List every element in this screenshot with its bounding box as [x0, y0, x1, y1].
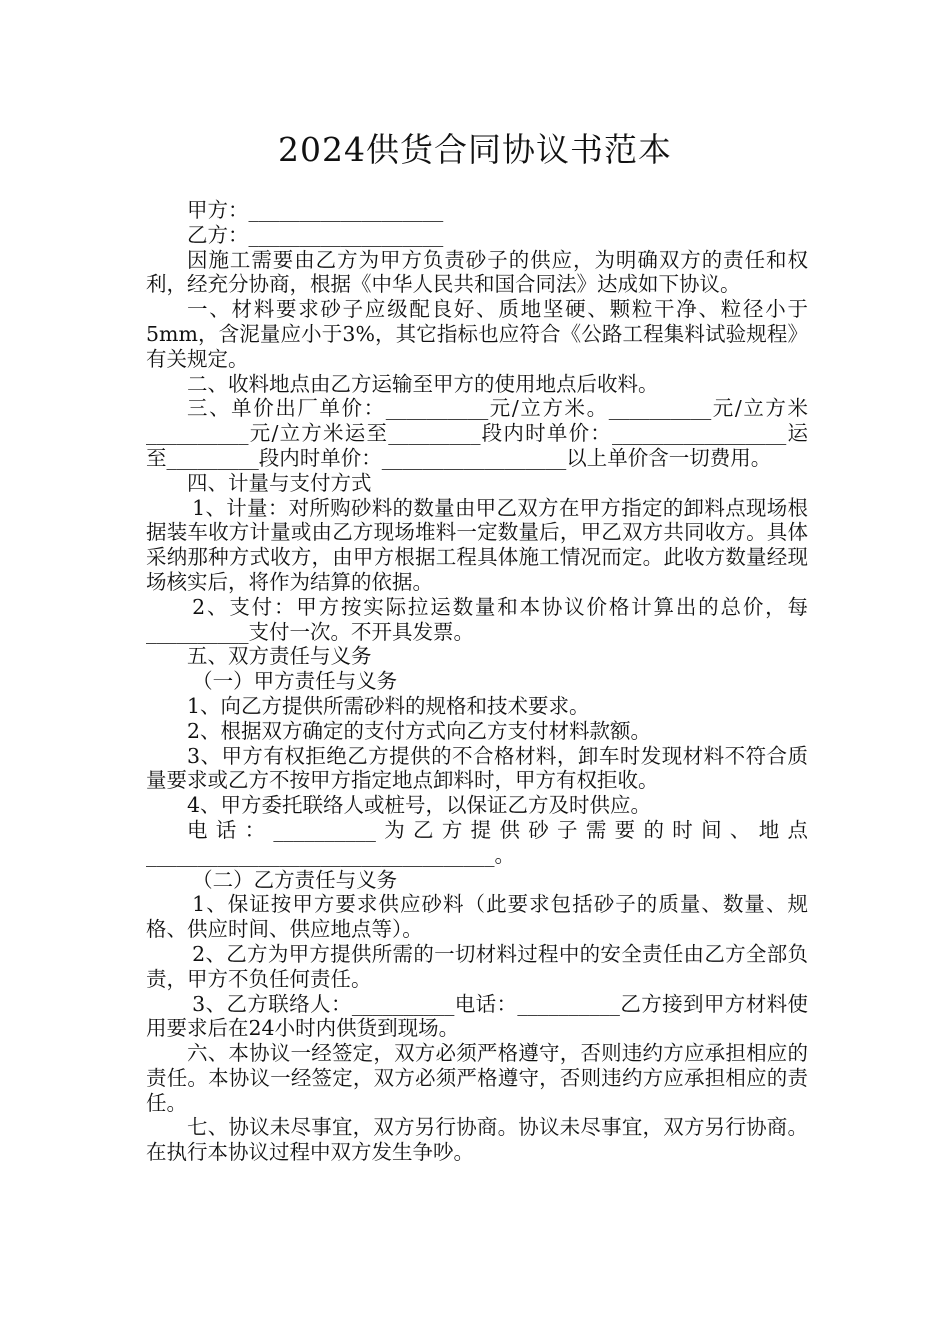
- clause-2-delivery: 二、收料地点由乙方运输至甲方的使用地点后收料。: [187, 371, 659, 396]
- party-b-line: 乙方：___________________: [187, 222, 444, 247]
- clause-4-payment: 2、支付：甲方按实际拉运数量和本协议价格计算出的总价，每__________支付一次。不开具发票。: [146, 594, 808, 644]
- party-a-duty-1: 1、向乙方提供所需砂料的规格和技术要求。: [187, 693, 590, 718]
- preamble-paragraph: 因施工需要由乙方为甲方负责砂子的供应，为明确双方的责任和权利，经充分协商，根据《中华人民共和国合同法》达成如下协议。: [146, 247, 808, 297]
- party-a-duties-heading: （一）甲方责任与义务: [192, 669, 398, 694]
- party-b-duty-3: 3、乙方联络人：__________电话：__________乙方接到甲方材料使用要求后在24小时内供货到现场。: [146, 991, 808, 1041]
- party-b-duty-2: 2、乙方为甲方提供所需的一切材料过程中的安全责任由乙方全部负责，甲方不负任何责任。: [146, 941, 808, 991]
- phone-line: 电话：__________为乙方提供砂子需要的时间、地点__________________________________。: [146, 817, 808, 867]
- clause-1-material: 一、材料要求砂子应级配良好、质地坚硬、颗粒干净、粒径小于5mm，含泥量应小于3%，其它指标也应符合《公路工程集料试验规程》有关规定。: [146, 297, 808, 371]
- party-a-duty-2: 2、根据双方确定的支付方式向乙方支付材料款额。: [187, 718, 652, 743]
- party-b-duty-1: 1、保证按甲方要求供应砂料（此要求包括砂子的质量、数量、规格、供应时间、供应地点等）。: [146, 892, 808, 942]
- clause-5-heading: 五、双方责任与义务: [187, 644, 372, 669]
- party-a-line: 甲方：___________________: [187, 198, 444, 222]
- party-a-duty-3: 3、甲方有权拒绝乙方提供的不合格材料，卸车时发现材料不符合质量要求或乙方不按甲方指定地点卸料时，甲方有权拒收。: [146, 743, 808, 793]
- document-title: 2024供货合同协议书范本: [278, 130, 672, 169]
- clause-4-heading: 四、计量与支付方式: [187, 470, 372, 495]
- clause-6-breach: 六、本协议一经签定，双方必须严格遵守，否则违约方应承担相应的责任。本协议一经签定，双方必须严格遵守，否则违约方应承担相应的责任。: [146, 1041, 808, 1115]
- party-b-duties-heading: （二）乙方责任与义务: [192, 867, 398, 892]
- party-a-duty-4: 4、甲方委托联络人或桩号，以保证乙方及时供应。: [187, 793, 652, 818]
- clause-7-misc: 七、协议未尽事宜，双方另行协商。协议未尽事宜，双方另行协商。在执行本协议过程中双方发生争吵。: [146, 1115, 808, 1165]
- clause-4-measurement: 1、计量：对所购砂料的数量由甲乙双方在甲方指定的卸料点现场根据装车收方计量或由乙方现场堆料一定数量后，甲乙双方共同收方。具体采纳那种方式收方，由甲方根据工程具体施工情况而定。此收方数量经现场核实后，将作为结算的依据。: [146, 495, 808, 594]
- clause-3-price: 三、单价出厂单价：__________元/立方米。__________元/立方米__________元/立方米运至_________段内时单价：_________________运至_________段内时单价：__________________以上单价含一切费用。: [146, 396, 808, 470]
- document-body: [146, 198, 808, 1165]
